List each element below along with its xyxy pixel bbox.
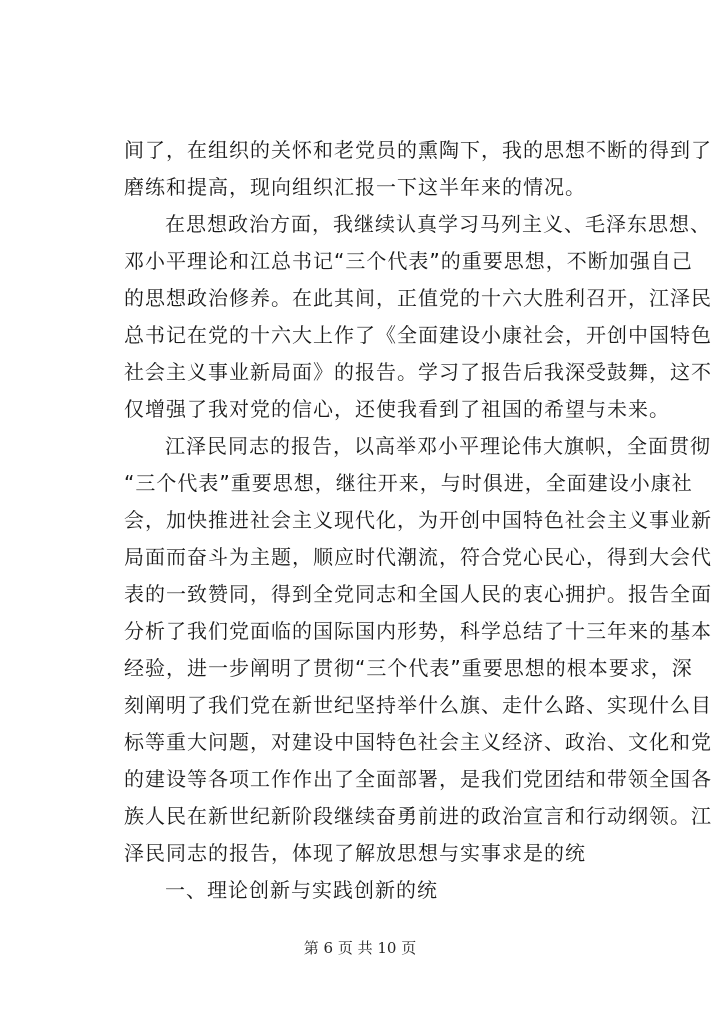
- paragraph-start-line: 在思想政治方面，我继续认真学习马列主义、毛泽东思想、: [165, 212, 711, 236]
- text-line: 局面而奋斗为主题，顺应时代潮流，符合党心民心，得到大会代: [124, 545, 712, 569]
- text-line: 分析了我们党面临的国际国内形势，科学总结了十三年来的基本: [124, 619, 712, 643]
- text-line: 总书记在党的十六大上作了《全面建设小康社会，开创中国特色: [124, 323, 712, 347]
- text-line: 族人民在新世纪新阶段继续奋勇前进的政治宣言和行动纲领。江: [124, 804, 712, 828]
- text-line: “三个代表”重要思想，继往开来，与时俱进，全面建设小康社: [124, 471, 693, 495]
- text-line: 经验，进一步阐明了贯彻“三个代表”重要思想的根本要求，深: [124, 656, 693, 680]
- text-line: 邓小平理论和江总书记“三个代表”的重要思想，不断加强自己: [124, 249, 693, 273]
- section-heading-line: 一、理论创新与实践创新的统: [165, 878, 438, 902]
- text-line: 刻阐明了我们党在新世纪坚持举什么旗、走什么路、实现什么目: [124, 693, 712, 717]
- text-line: 泽民同志的报告，体现了解放思想与实事求是的统: [124, 841, 586, 865]
- text-line: 标等重大问题，对建设中国特色社会主义经济、政治、文化和党: [124, 730, 712, 754]
- text-line: 表的一致赞同，得到全党同志和全国人民的衷心拥护。报告全面: [124, 582, 712, 606]
- text-line: 磨练和提高，现向组织汇报一下这半年来的情况。: [124, 175, 586, 199]
- text-line: 社会主义事业新局面》的报告。学习了报告后我深受鼓舞，这不: [124, 360, 712, 384]
- text-line: 的建设等各项工作作出了全面部署，是我们党团结和带领全国各: [124, 767, 712, 791]
- paragraph-start-line: 江泽民同志的报告，以高举邓小平理论伟大旗帜，全面贯彻: [165, 434, 711, 458]
- text-line: 间了，在组织的关怀和老党员的熏陶下，我的思想不断的得到了: [124, 138, 712, 162]
- text-line: 的思想政治修养。在此其间，正值党的十六大胜利召开，江泽民: [124, 286, 712, 310]
- text-line: 仅增强了我对党的信心，还使我看到了祖国的希望与未来。: [124, 397, 670, 421]
- text-line: 会，加快推进社会主义现代化，为开创中国特色社会主义事业新: [124, 508, 712, 532]
- page-number-footer: 第 6 页 共 10 页: [303, 939, 417, 957]
